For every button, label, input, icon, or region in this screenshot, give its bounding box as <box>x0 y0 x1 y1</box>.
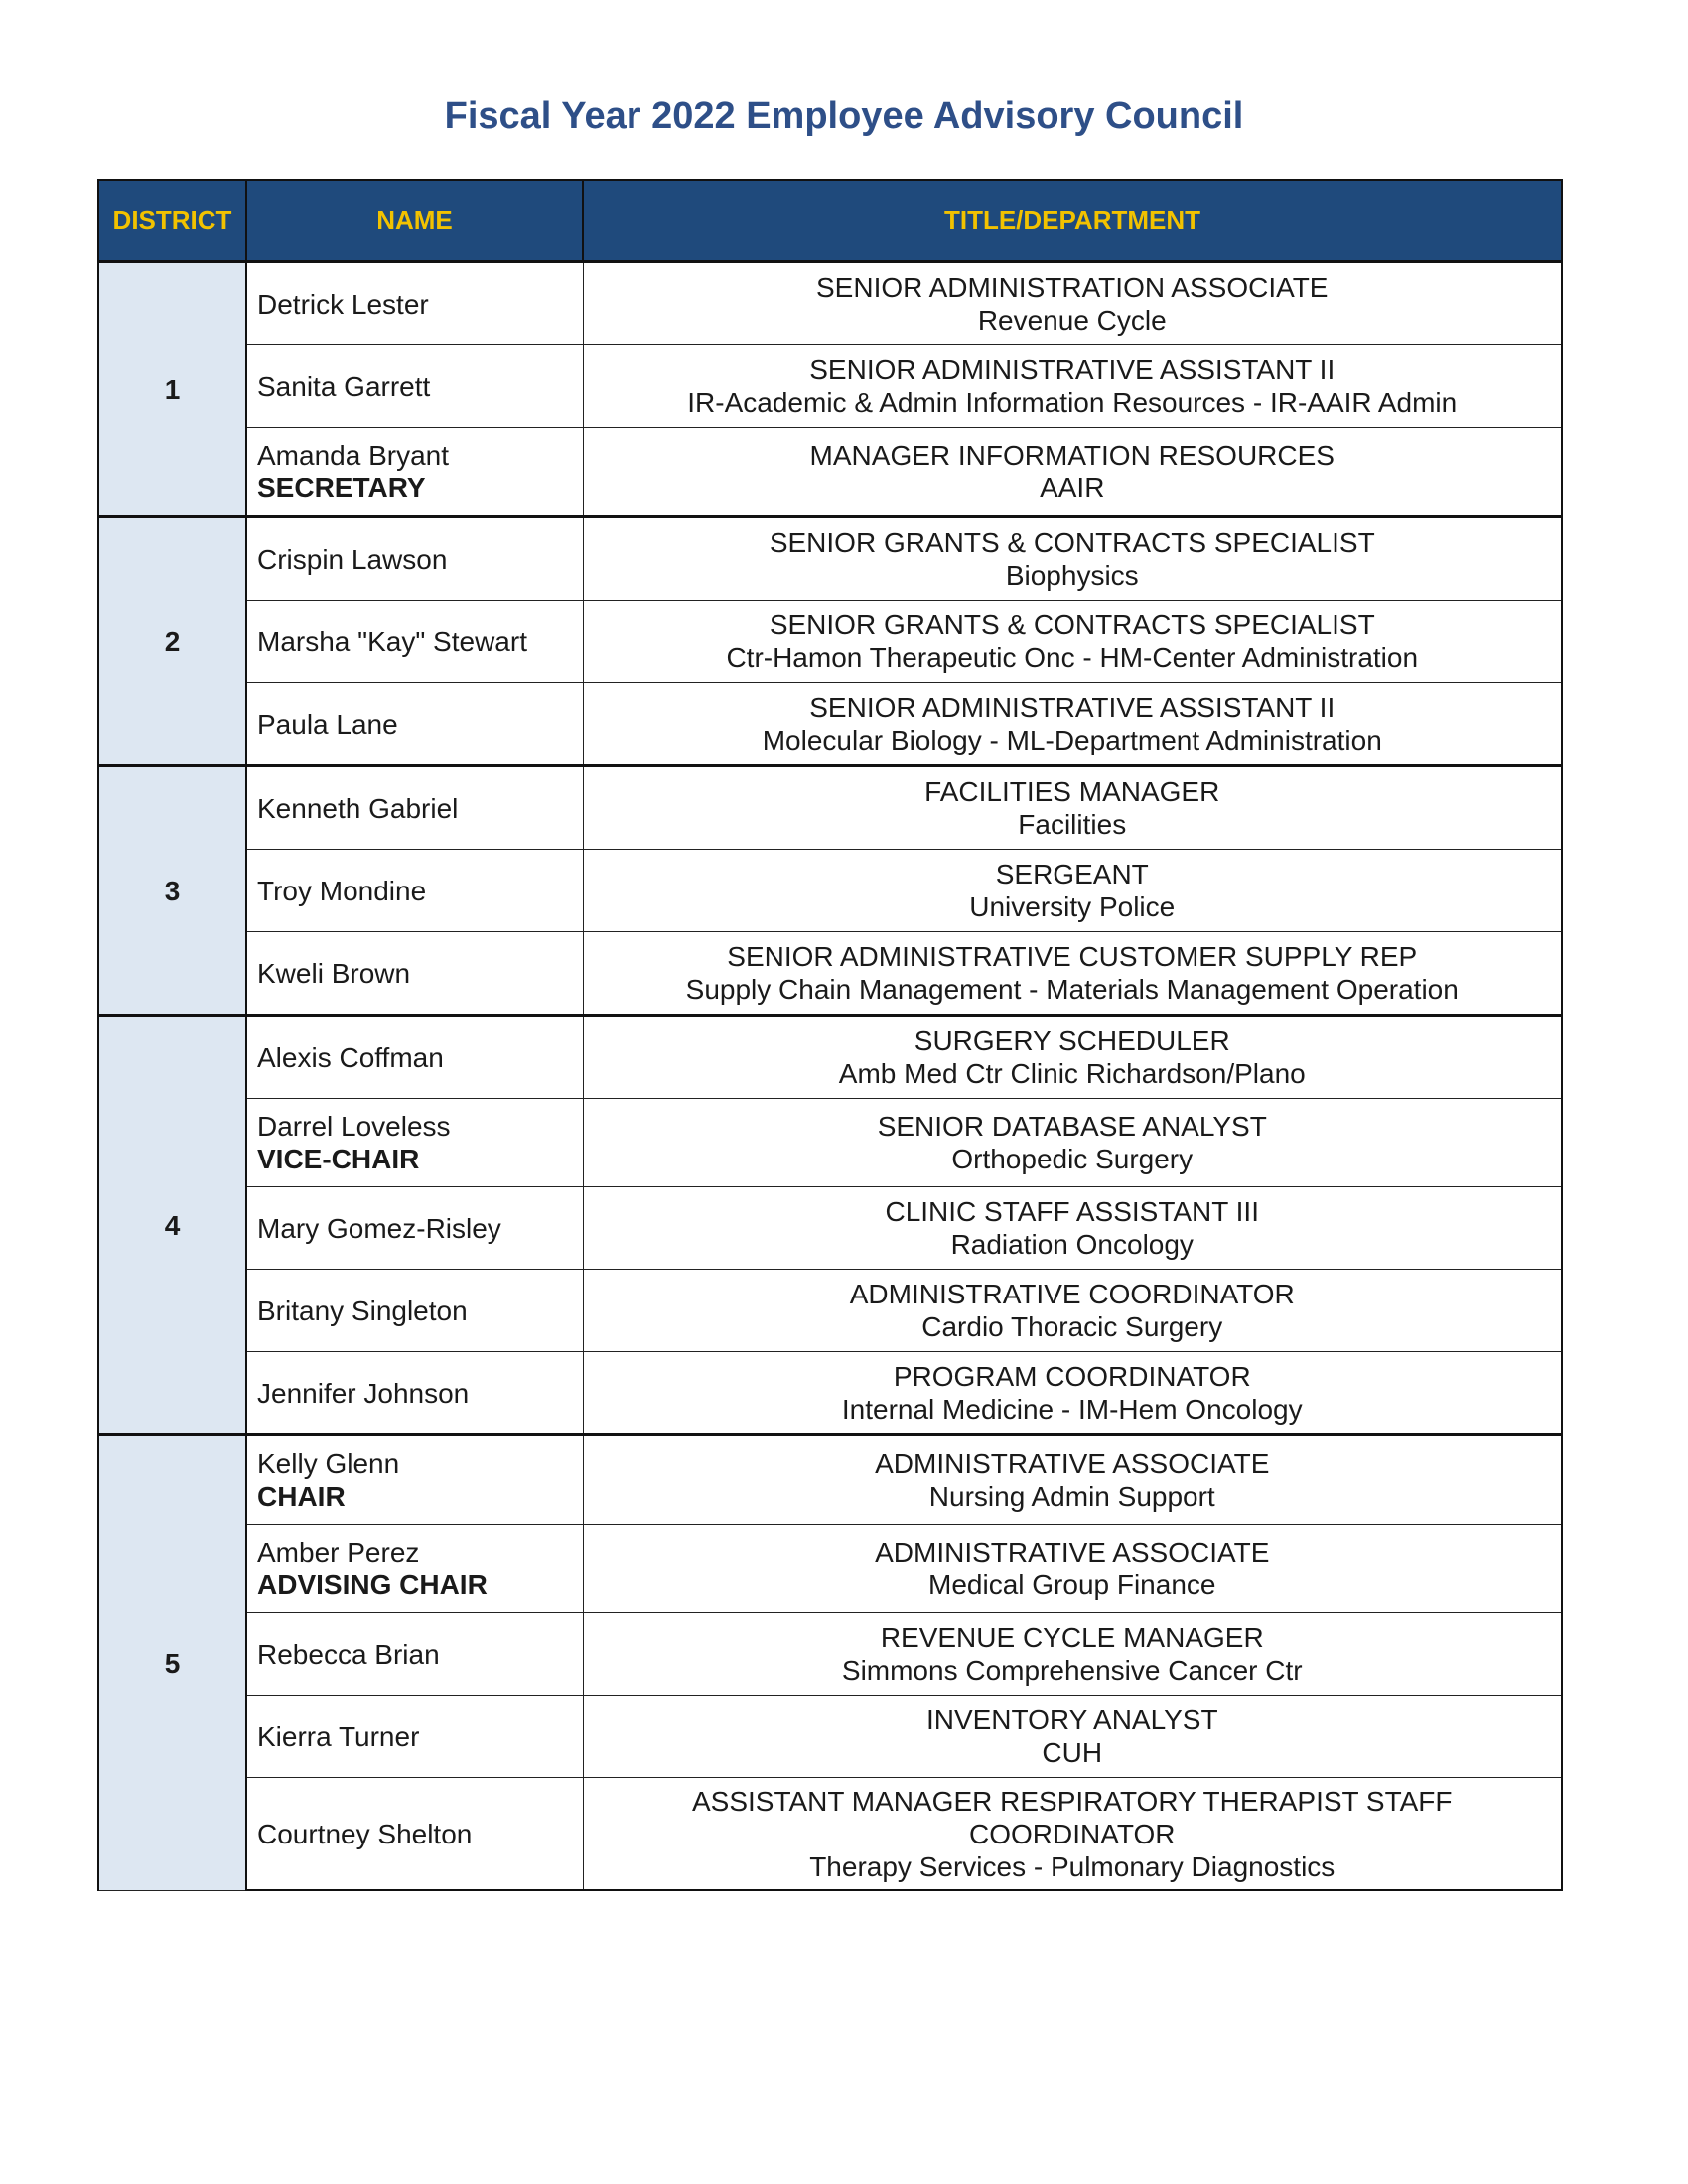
district-column-header: DISTRICT <box>98 180 246 262</box>
table-row <box>98 428 1562 517</box>
member-name: Crispin Lawson <box>257 543 448 575</box>
member-name-cell <box>246 517 583 601</box>
title-department-column-header: TITLE/DEPARTMENT <box>583 180 1562 262</box>
title-department-cell <box>583 1270 1562 1352</box>
job-title: ADMINISTRATIVE COORDINATOR <box>849 1279 1295 1309</box>
department-name: Nursing Admin Support <box>928 1481 1215 1512</box>
member-name-cell <box>246 1099 583 1187</box>
member-name-cell <box>246 1525 583 1613</box>
member-name-cell <box>246 1696 583 1778</box>
member-name: Marsha "Kay" Stewart <box>257 625 527 657</box>
job-title: PROGRAM COORDINATOR <box>893 1361 1251 1392</box>
title-department-cell <box>583 1099 1562 1187</box>
department-name: CUH <box>1042 1737 1103 1768</box>
member-name-cell <box>246 1613 583 1696</box>
department-name: Ctr-Hamon Therapeutic Onc - HM-Center Administration <box>726 642 1419 673</box>
job-title: FACILITIES MANAGER <box>924 776 1220 807</box>
member-name: Kenneth Gabriel <box>257 792 459 824</box>
table-row <box>98 1696 1562 1778</box>
member-name-cell <box>246 766 583 850</box>
member-name: Mary Gomez-Risley <box>257 1212 501 1244</box>
member-name-cell <box>246 1435 583 1525</box>
member-name: Detrick Lester <box>257 288 429 320</box>
title-department-cell <box>583 601 1562 683</box>
table-row <box>98 1435 1562 1525</box>
member-name-cell <box>246 1187 583 1270</box>
department-name: Molecular Biology - ML-Department Administration <box>762 725 1382 755</box>
page-title: Fiscal Year 2022 Employee Advisory Council <box>444 95 1244 137</box>
table-row <box>98 345 1562 428</box>
department-name: Amb Med Ctr Clinic Richardson/Plano <box>838 1058 1306 1089</box>
title-department-cell <box>583 262 1562 345</box>
table-header <box>98 180 1562 262</box>
member-name: Troy Mondine <box>257 875 427 906</box>
member-name-cell <box>246 683 583 766</box>
table-row <box>98 1352 1562 1435</box>
member-name: Rebecca Brian <box>257 1638 440 1670</box>
member-name: Britany Singleton <box>257 1295 468 1326</box>
title-department-cell <box>583 345 1562 428</box>
title-department-cell <box>583 683 1562 766</box>
table-row <box>98 517 1562 601</box>
job-title: COORDINATOR <box>969 1818 1176 1849</box>
job-title: ASSISTANT MANAGER RESPIRATORY THERAPIST STAFF <box>691 1785 1453 1817</box>
table-row <box>98 932 1562 1016</box>
member-role: ADVISING CHAIR <box>257 1570 488 1600</box>
title-department-cell <box>583 1613 1562 1696</box>
member-name-cell <box>246 428 583 517</box>
title-department-cell <box>583 1352 1562 1435</box>
district-number: 1 <box>98 262 246 517</box>
title-department-cell <box>583 428 1562 517</box>
header-row <box>98 180 1562 262</box>
department-name: Orthopedic Surgery <box>951 1144 1194 1174</box>
job-title: SURGERY SCHEDULER <box>914 1025 1230 1056</box>
council-table <box>97 179 1563 1891</box>
member-name: Kweli Brown <box>257 957 411 989</box>
member-name: Darrel Loveless <box>257 1111 451 1142</box>
job-title: MANAGER INFORMATION RESOURCES <box>809 440 1335 471</box>
job-title: SENIOR ADMINISTRATIVE CUSTOMER SUPPLY REP <box>727 941 1418 972</box>
member-name-cell <box>246 932 583 1016</box>
member-name-cell <box>246 601 583 683</box>
department-name: Simmons Comprehensive Cancer Ctr <box>841 1655 1303 1686</box>
table-row <box>98 850 1562 932</box>
member-name-cell <box>246 1016 583 1099</box>
job-title: SENIOR GRANTS & CONTRACTS SPECIALIST <box>769 527 1375 558</box>
job-title: ADMINISTRATIVE ASSOCIATE <box>875 1448 1270 1479</box>
title-department-cell <box>583 1187 1562 1270</box>
member-name-cell <box>246 1270 583 1352</box>
job-title: REVENUE CYCLE MANAGER <box>880 1622 1264 1653</box>
department-name: University Police <box>969 891 1176 922</box>
table-row <box>98 1525 1562 1613</box>
table-row <box>98 262 1562 345</box>
table-row <box>98 766 1562 850</box>
title-department-cell <box>583 1696 1562 1778</box>
job-title: CLINIC STAFF ASSISTANT III <box>885 1196 1259 1227</box>
member-name: Alexis Coffman <box>257 1041 444 1073</box>
department-name: Cardio Thoracic Surgery <box>921 1311 1223 1342</box>
member-name: Jennifer Johnson <box>257 1377 470 1409</box>
member-name: Sanita Garrett <box>257 370 431 402</box>
table-row <box>98 1187 1562 1270</box>
member-name-cell <box>246 262 583 345</box>
member-name-cell <box>246 345 583 428</box>
member-role: CHAIR <box>257 1481 346 1512</box>
department-name: AAIR <box>1040 473 1105 503</box>
job-title: SENIOR ADMINISTRATION ASSOCIATE <box>816 272 1329 303</box>
table-row <box>98 1016 1562 1099</box>
job-title: SERGEANT <box>995 859 1149 889</box>
department-name: IR-Academic & Admin Information Resources - IR-AAIR Admin <box>687 387 1458 418</box>
member-role: VICE-CHAIR <box>257 1144 420 1174</box>
department-name: Facilities <box>1018 809 1127 840</box>
title-department-cell <box>583 766 1562 850</box>
department-name: Supply Chain Management - Materials Management Operation <box>685 974 1459 1005</box>
table-row <box>98 601 1562 683</box>
job-title: SENIOR ADMINISTRATIVE ASSISTANT II <box>809 354 1336 385</box>
job-title: ADMINISTRATIVE ASSOCIATE <box>875 1537 1270 1568</box>
table-row <box>98 683 1562 766</box>
table-body <box>98 262 1562 1891</box>
member-name-cell <box>246 1778 583 1891</box>
title-department-cell <box>583 932 1562 1016</box>
title-department-cell <box>583 1778 1562 1891</box>
member-name-cell <box>246 850 583 932</box>
table-row <box>98 1270 1562 1352</box>
member-name: Courtney Shelton <box>257 1818 473 1849</box>
member-name: Kierra Turner <box>257 1720 420 1752</box>
member-name: Amanda Bryant <box>257 440 449 471</box>
member-name: Kelly Glenn <box>257 1448 400 1479</box>
department-name: Revenue Cycle <box>977 305 1167 336</box>
department-name: Biophysics <box>1005 560 1139 591</box>
member-name: Amber Perez <box>257 1537 420 1568</box>
district-number: 3 <box>98 766 246 1016</box>
department-name: Therapy Services - Pulmonary Diagnostics <box>809 1850 1336 1882</box>
title-department-cell <box>583 517 1562 601</box>
title-department-cell <box>583 1016 1562 1099</box>
district-number: 2 <box>98 517 246 766</box>
department-name: Medical Group Finance <box>928 1570 1216 1600</box>
table-row <box>98 1613 1562 1696</box>
name-column-header: NAME <box>246 180 583 262</box>
job-title: INVENTORY ANALYST <box>925 1705 1218 1735</box>
member-name-cell <box>246 1352 583 1435</box>
district-number: 5 <box>98 1435 246 1891</box>
title-department-cell <box>583 850 1562 932</box>
district-number: 4 <box>98 1016 246 1435</box>
member-role: SECRETARY <box>257 473 426 503</box>
department-name: Radiation Oncology <box>950 1229 1194 1260</box>
job-title: SENIOR DATABASE ANALYST <box>877 1111 1267 1142</box>
title-department-cell <box>583 1435 1562 1525</box>
table-row <box>98 1778 1562 1891</box>
job-title: SENIOR GRANTS & CONTRACTS SPECIALIST <box>769 610 1375 640</box>
job-title: SENIOR ADMINISTRATIVE ASSISTANT II <box>809 692 1336 723</box>
member-name: Paula Lane <box>257 708 398 740</box>
title-department-cell <box>583 1525 1562 1613</box>
department-name: Internal Medicine - IM-Hem Oncology <box>841 1394 1303 1425</box>
table-row <box>98 1099 1562 1187</box>
